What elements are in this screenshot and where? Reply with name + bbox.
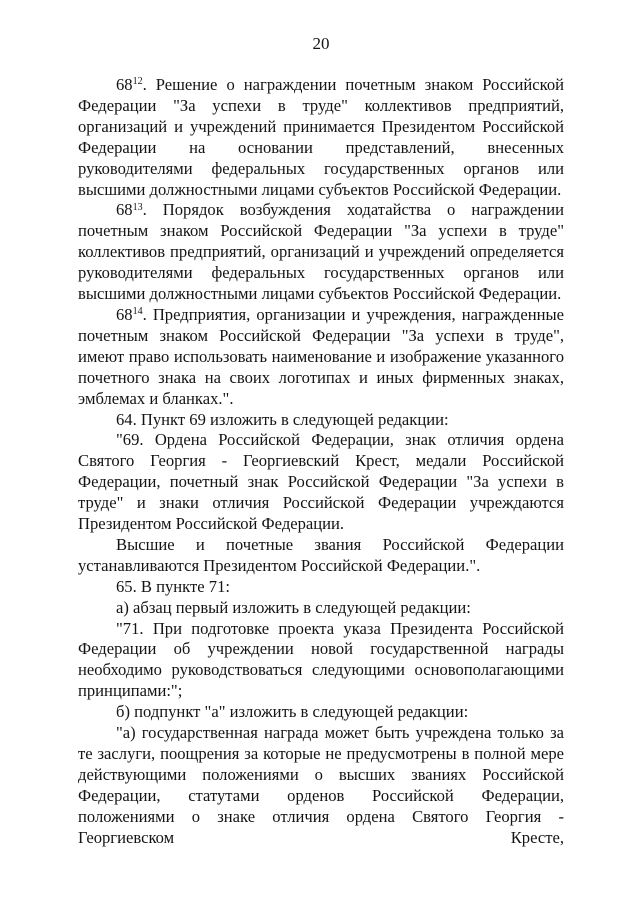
- paragraph-68-14: [78, 305, 564, 410]
- document-body: [78, 75, 564, 849]
- paragraph-65-a: а) абзац первый изложить в следующей редакции:: [116, 597, 471, 617]
- paragraph-64: 64. Пункт 69 изложить в следующей редакции:: [116, 409, 449, 429]
- paragraph-65-b: б) подпункт "а" изложить в следующей редакции:: [116, 702, 469, 722]
- paragraph-text: . Предприятия, организации и учреждения, награжденные почетным знаком Российской Федерации "За успехи в труде", имеют право использовать наименование и изображение указанного почетного знака на своих логотипах и иных фирменных знаках, эмблемах и бланках.".: [78, 304, 564, 408]
- item-number: 68: [116, 75, 133, 94]
- paragraph-68-13: [78, 200, 564, 305]
- page-number: 20: [312, 34, 330, 53]
- paragraph-68-12: [78, 75, 564, 200]
- item-number: 68: [116, 200, 133, 220]
- item-superscript: 12: [132, 76, 143, 88]
- paragraph-65: 65. В пункте 71:: [116, 576, 230, 596]
- paragraph-69-quote: "69. Ордена Российской Федерации, знак отличия ордена Святого Георгия - Георгиевский Крест, медали Российской Федерации, почетный знак Российской Федерации "За успехи в труде" и знаки отличия Российской Федерации учреждаются Президентом Российской Федерации.: [78, 430, 564, 534]
- paragraph-text: . Решение о награждении почетным знаком Российской Федерации "За успехи в труде" коллективов предприятий, организаций и учреждений принимается Президентом Российской Федерации на основании представлений, внесенных руководителями федеральных государственных органов или высшими должностными лицами субъектов Российской Федерации.: [78, 75, 564, 199]
- paragraph-text: . Порядок возбуждения ходатайства о награждении почетным знаком Российской Федерации "За успехи в труде" коллективов предприятий, организаций и учреждений определяется руководителями федеральных государственных органов или высшими должностными лицами субъектов Российской Федерации.: [78, 200, 564, 304]
- paragraph-71-quote: "71. При подготовке проекта указа Президента Российской Федерации об учреждении новой государственной награды необходимо руководствоваться следующими основополагающими принципами:";: [78, 618, 564, 701]
- paragraph-a-quote: "а) государственная награда может быть учреждена только за те заслуги, поощрения за которые не предусмотрены в полной мере действующими положениями о высших званиях Российской Федерации, статутами орденов Российской Федерации, положениями о знаке отличия ордена Святого Георгия - Георгиевском Кресте,: [78, 723, 564, 847]
- item-superscript: 13: [132, 201, 143, 213]
- paragraph-high-titles: Высшие и почетные звания Российской Федерации устанавливаются Президентом Российской Федерации.".: [78, 534, 564, 575]
- item-superscript: 14: [132, 306, 143, 318]
- item-number: 68: [116, 304, 133, 324]
